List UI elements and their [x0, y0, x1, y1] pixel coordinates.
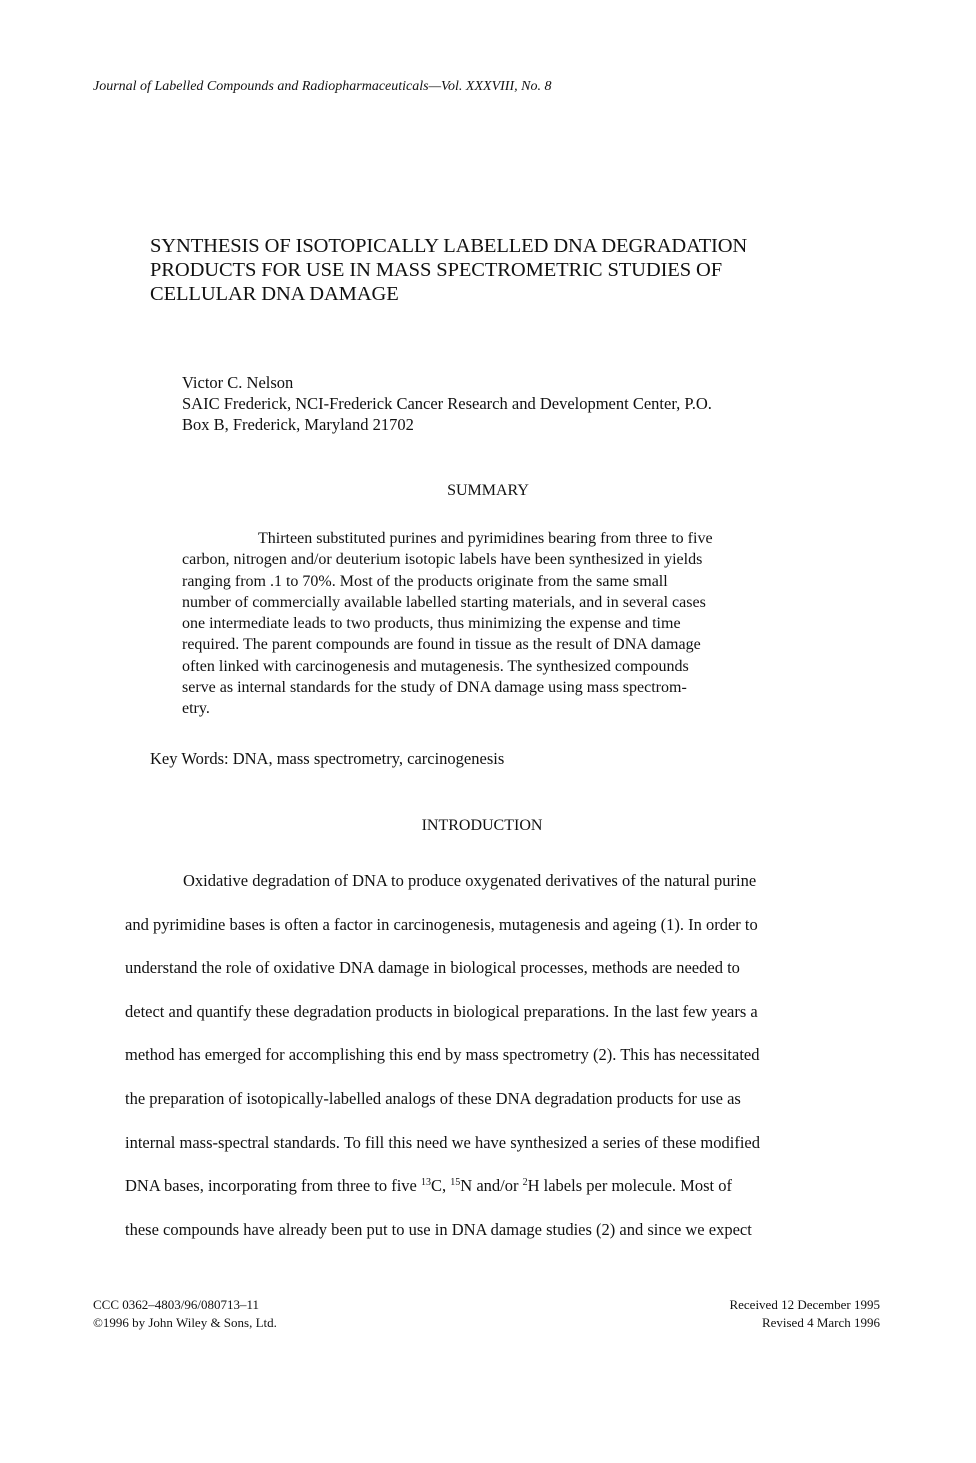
summary-line: serve as internal standards for the study of DNA damage using mass spectrom-	[182, 679, 687, 697]
revised-date: Revised 4 March 1996	[761, 1315, 880, 1330]
isotope-text: H labels per molecule. Most of	[527, 1176, 732, 1196]
title-line: PRODUCTS FOR USE IN MASS SPECTROMETRIC STUDIES OF	[150, 259, 723, 281]
intro-line: method has emerged for accomplishing this end by mass spectrometry (2). This has necessitated	[125, 1045, 760, 1065]
isotope-mass-c13: 13	[421, 1177, 432, 1189]
summary-line: often linked with carcinogenesis and mutagenesis. The synthesized compounds	[182, 657, 689, 675]
received-date: Received 12 December 1995	[729, 1297, 880, 1312]
footer-publication-info	[93, 1296, 277, 1332]
intro-line: the preparation of isotopically-labelled analogs of these DNA degradation products for use as	[125, 1088, 741, 1108]
summary-line: ranging from .1 to 70%. Most of the products originate from the same small	[182, 572, 668, 590]
intro-line: understand the role of oxidative DNA damage in biological processes, methods are needed to	[125, 958, 740, 978]
isotope-text: DNA bases, incorporating from three to five	[125, 1176, 422, 1196]
intro-line: Oxidative degradation of DNA to produce oxygenated derivatives of the natural purine	[183, 871, 757, 890]
summary-heading: SUMMARY	[447, 482, 529, 499]
intro-line: internal mass-spectral standards. To fill this need we have synthesized a series of these modified	[125, 1132, 760, 1152]
keywords: Key Words: DNA, mass spectrometry, carcinogenesis	[150, 749, 505, 768]
title-line: CELLULAR DNA DAMAGE	[150, 283, 399, 305]
summary-line: carbon, nitrogen and/or deuterium isotopic labels have been synthesized in yields	[182, 551, 703, 569]
intro-line: and pyrimidine bases is often a factor in carcinogenesis, mutagenesis and ageing (1). In order to	[125, 914, 758, 934]
intro-line: these compounds have already been put to use in DNA damage studies (2) and since we expect	[125, 1219, 752, 1239]
summary-line: one intermediate leads to two products, thus minimizing the expense and time	[182, 615, 681, 633]
summary-line: required. The parent compounds are found in tissue as the result of DNA damage	[182, 636, 701, 654]
summary-line: Thirteen substituted purines and pyrimidines bearing from three to five	[258, 530, 713, 547]
article-title	[150, 234, 840, 306]
journal-header: Journal of Labelled Compounds and Radiopharmaceuticals—Vol. XXXVIII, No. 8	[93, 79, 552, 94]
isotope-mass-n15: 15	[450, 1177, 461, 1189]
introduction-text	[125, 859, 865, 1251]
summary-line: etry.	[182, 700, 210, 718]
isotope-text: N and/or	[460, 1176, 523, 1196]
intro-line-isotopes	[125, 1164, 865, 1208]
footer-dates	[640, 1296, 880, 1332]
author-block	[182, 372, 712, 435]
affiliation-line: SAIC Frederick, NCI-Frederick Cancer Research and Development Center, P.O.	[182, 394, 712, 413]
copyright: ©1996 by John Wiley & Sons, Ltd.	[93, 1315, 277, 1330]
intro-line: detect and quantify these degradation products in biological preparations. In the last few years a	[125, 1001, 758, 1021]
isotope-text: C,	[431, 1176, 451, 1196]
title-line: SYNTHESIS OF ISOTOPICALLY LABELLED DNA DEGRADATION	[150, 235, 748, 257]
ccc-code: CCC 0362–4803/96/080713–11	[93, 1297, 260, 1312]
author-name: Victor C. Nelson	[182, 373, 294, 392]
introduction-heading: INTRODUCTION	[421, 817, 543, 834]
isotope-mass-h2: 2	[522, 1177, 528, 1189]
affiliation-line: Box B, Frederick, Maryland 21702	[182, 415, 414, 434]
summary-text	[182, 528, 812, 720]
summary-line: number of commercially available labelled starting materials, and in several cases	[182, 593, 706, 611]
